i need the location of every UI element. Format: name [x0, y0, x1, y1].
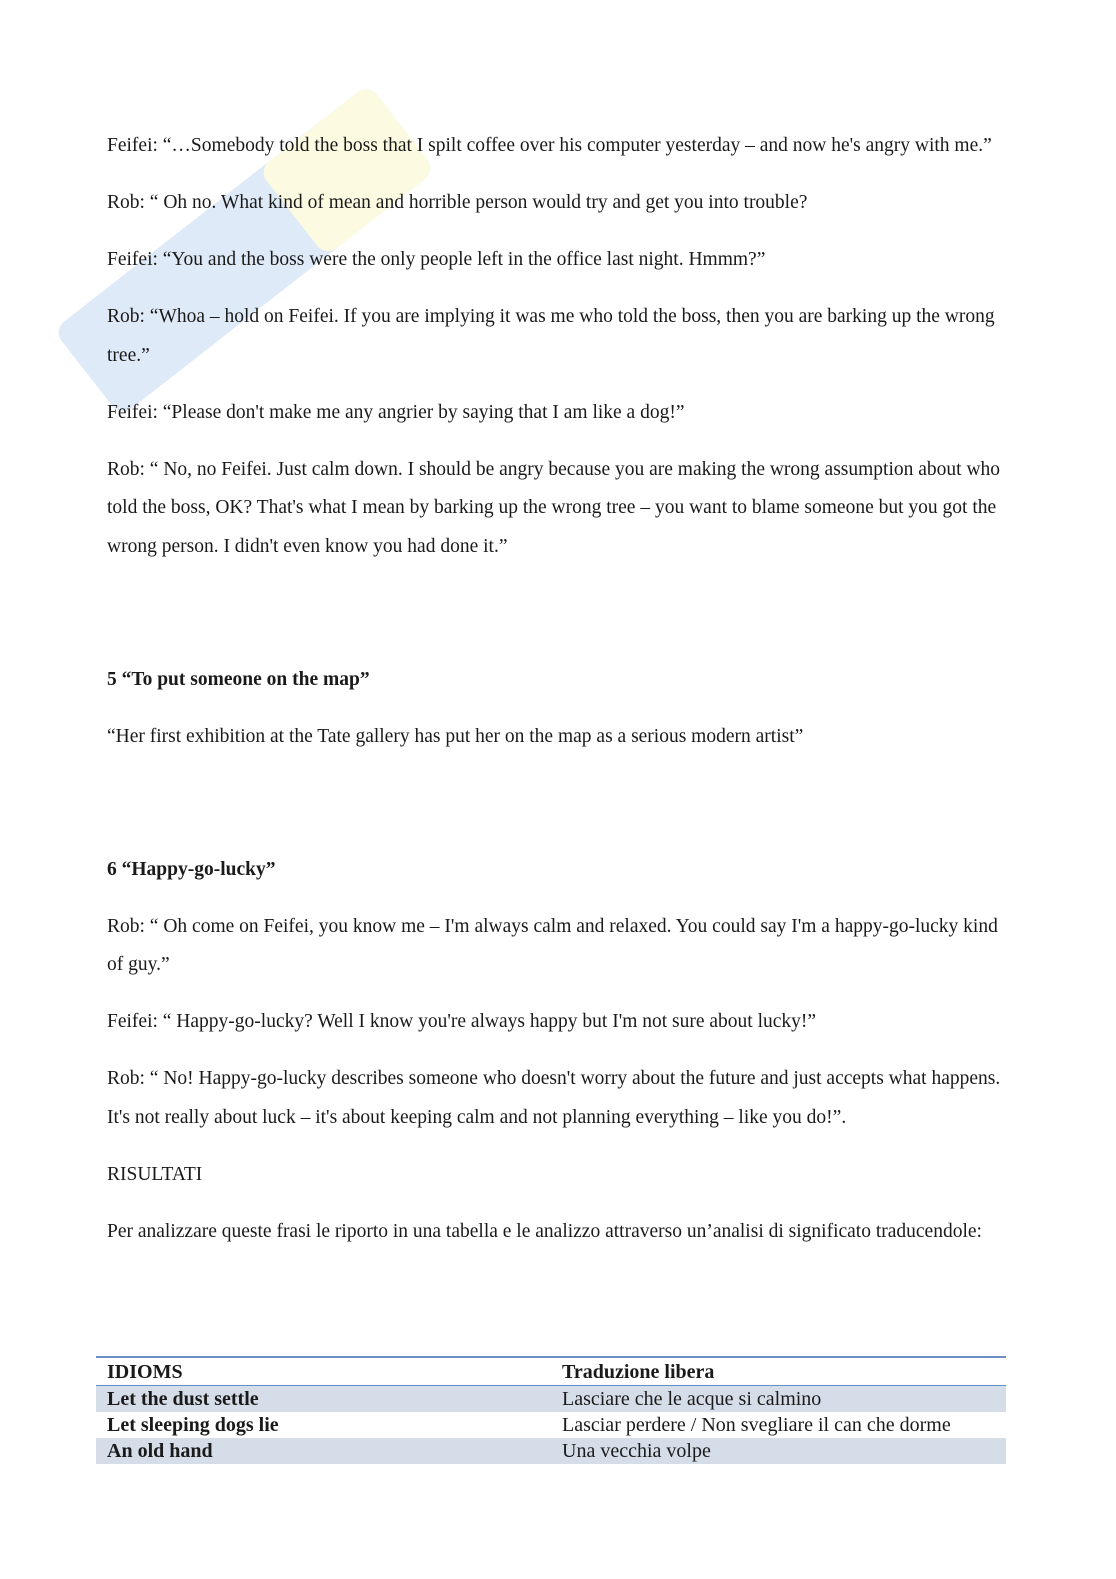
idiom-cell: Let the dust settle — [96, 1386, 551, 1413]
section-heading: 5 “To put someone on the map” — [107, 668, 370, 690]
idioms-table — [96, 1356, 1006, 1464]
table-row — [96, 1412, 1006, 1438]
table-header-translation: Traduzione libera — [551, 1357, 1006, 1386]
dialogue-line: Feifei: “You and the boss were the only people left in the office last night. Hmmm?” — [107, 249, 766, 270]
table-row — [96, 1438, 1006, 1464]
example-sentence: “Her first exhibition at the Tate gallery has put her on the map as a serious modern artist” — [107, 725, 804, 747]
idiom-cell: An old hand — [96, 1438, 551, 1464]
table-header-idioms: IDIOMS — [96, 1357, 551, 1386]
translation-cell: Lasciare che le acque si calmino — [551, 1386, 1006, 1413]
results-title: RISULTATI — [107, 1163, 203, 1185]
dialogue-line: Rob: “Whoa – hold on Feifei. If you are implying it was me who told the boss, then you are barking up the wrong tree.” — [107, 306, 995, 366]
section-heading: 6 “Happy-go-lucky” — [107, 858, 276, 880]
dialogue-line: Feifei: “…Somebody told the boss that I spilt coffee over his computer yesterday – and now he's angry with me.” — [107, 135, 992, 156]
dialogue-line: Feifei: “ Happy-go-lucky? Well I know you're always happy but I'm not sure about lucky!” — [107, 1011, 817, 1032]
dialogue-line: Rob: “ No, no Feifei. Just calm down. I should be angry because you are making the wrong assumption about who told the boss, OK? That's what I mean by barking up the wrong tree – you want to blame someone but you got the wrong person. I didn't even know you had done it.” — [107, 458, 1001, 557]
table-row — [96, 1386, 1006, 1413]
dialogue-line: Feifei: “Please don't make me any angrier by saying that I am like a dog!” — [107, 401, 685, 423]
translation-cell: Lasciar perdere / Non svegliare il can che dorme — [562, 1414, 951, 1436]
idiom-cell: Let sleeping dogs lie — [107, 1414, 279, 1436]
dialogue-line: Rob: “ Oh no. What kind of mean and horrible person would try and get you into trouble? — [107, 192, 808, 213]
document-body — [107, 127, 1007, 1270]
dialogue-line: Rob: “ No! Happy-go-lucky describes someone who doesn't worry about the future and just accepts what happens. It's not really about luck – it's about keeping calm and not planning everything – like you do!”. — [107, 1068, 1001, 1128]
results-intro: Per analizzare queste frasi le riporto in una tabella e le analizzo attraverso un’analisi di significato traducendole: — [107, 1220, 982, 1242]
dialogue-line: Rob: “ Oh come on Feifei, you know me – I'm always calm and relaxed. You could say I'm a happy-go-lucky kind of guy.” — [107, 915, 998, 975]
translation-cell: Una vecchia volpe — [551, 1438, 1006, 1464]
table-header-row — [96, 1357, 1006, 1386]
